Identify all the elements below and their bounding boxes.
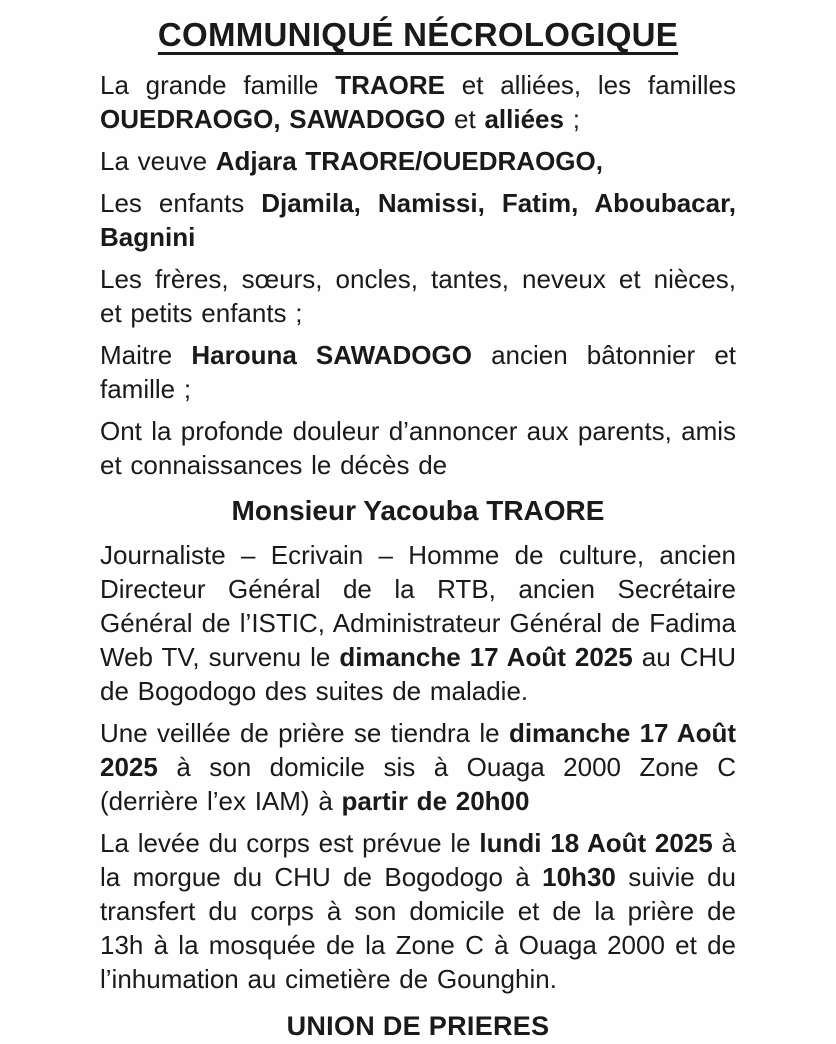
text-run: Les frères, sœurs, oncles, tantes, neveux et nièces, et petits enfants ; bbox=[100, 264, 736, 328]
text-run: La levée du corps est prévue le bbox=[100, 828, 480, 858]
paragraph-vigil bbox=[100, 716, 736, 818]
text-run: Maitre bbox=[100, 340, 192, 370]
text-run: Une veillée de prière se tiendra le bbox=[100, 718, 509, 748]
text-run: La grande famille bbox=[100, 70, 336, 100]
text-run: Les enfants bbox=[100, 188, 262, 218]
text-run: Ont la profonde douleur d’annoncer aux parents, amis et connaissances le décès de bbox=[100, 416, 736, 480]
paragraph-lawyer bbox=[100, 338, 736, 406]
union-of-prayers-footer: UNION DE PRIERES bbox=[286, 1011, 550, 1041]
paragraph-families bbox=[100, 68, 736, 136]
bold-text-run: Djamila, Namissi, Fatim, Aboubacar, Bagnini bbox=[100, 188, 736, 252]
paragraph-announcement bbox=[100, 414, 736, 482]
text-run: au CHU de Bogodogo des suites de maladie. bbox=[100, 642, 736, 706]
bold-text-run: Adjara TRAORE/OUEDRAOGO, bbox=[215, 146, 603, 176]
text-run: ancien bâtonnier et famille ; bbox=[100, 340, 737, 404]
bold-text-run: TRAORE bbox=[335, 70, 446, 100]
text-run: Journaliste – Ecrivain – Homme de culture, ancien Directeur Général de la RTB, ancien Secrétaire Général de l’ISTIC, Administrateur Général de Fadima Web TV, survenu le bbox=[100, 540, 736, 672]
bold-text-run: partir de 20h00 bbox=[341, 786, 530, 816]
text-run: à son domicile sis à Ouaga 2000 Zone C (derrière l’ex IAM) à bbox=[100, 752, 736, 816]
bold-text-run: dimanche 17 Août 2025 bbox=[100, 718, 737, 782]
paragraph-widow bbox=[100, 144, 736, 178]
bold-text-run: 10h30 bbox=[542, 862, 616, 892]
paragraph-relatives bbox=[100, 262, 736, 330]
bold-text-run: OUEDRAOGO, SAWADOGO bbox=[100, 104, 446, 134]
bold-text-run: lundi 18 Août 2025 bbox=[479, 828, 713, 858]
text-run: à la morgue du CHU de Bogodogo à bbox=[100, 828, 736, 892]
text-run: La veuve bbox=[100, 146, 216, 176]
bold-text-run: alliées bbox=[484, 104, 564, 134]
text-run: ; bbox=[563, 104, 580, 134]
document-title: COMMUNIQUÉ NÉCROLOGIQUE bbox=[157, 16, 679, 53]
paragraph-children bbox=[100, 186, 736, 254]
paragraph-biography bbox=[100, 538, 736, 708]
text-run: et alliées, les familles bbox=[445, 70, 736, 100]
deceased-name-heading: Monsieur Yacouba TRAORE bbox=[231, 495, 605, 526]
text-run: et bbox=[445, 104, 485, 134]
paragraph-funeral bbox=[100, 826, 736, 996]
text-run: suivie du transfert du corps à son domicile et de la prière de 13h à la mosquée de la Zone C à Ouaga 2000 et de l’inhumation au cimetière de Gounghin. bbox=[100, 862, 736, 994]
bold-text-run: dimanche 17 Août 2025 bbox=[339, 642, 633, 672]
bold-text-run: Harouna SAWADOGO bbox=[191, 340, 472, 370]
